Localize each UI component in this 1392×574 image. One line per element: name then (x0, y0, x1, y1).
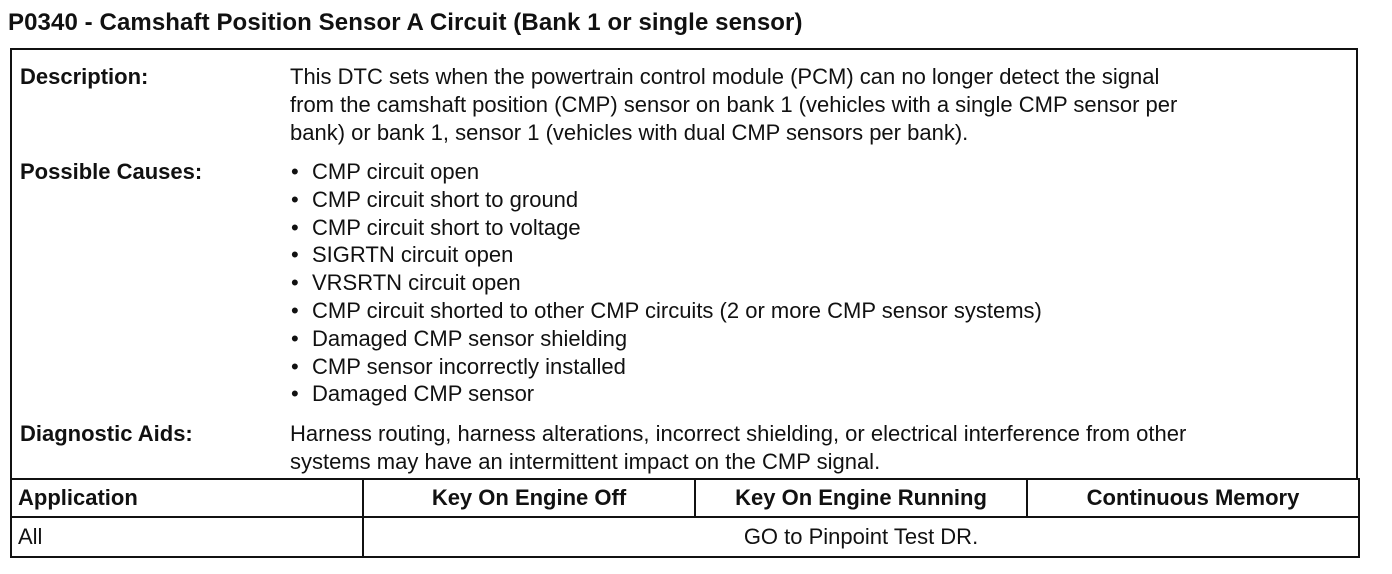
description-line: bank) or bank 1, sensor 1 (vehicles with dual CMP sensors per bank). (290, 120, 969, 145)
diagnostic-aids-line: Harness routing, harness alterations, incorrect shielding, or electrical interference from other (290, 421, 1187, 446)
cause-item: • CMP circuit open (290, 158, 1352, 186)
application-cell: All (11, 517, 363, 557)
application-table (10, 478, 1360, 558)
cause-item: • SIGRTN circuit open (290, 241, 1352, 269)
table-row (11, 517, 1359, 557)
cause-item: • CMP sensor incorrectly installed (290, 353, 1352, 381)
cause-item: • VRSRTN circuit open (290, 269, 1352, 297)
cause-item: • CMP circuit short to voltage (290, 214, 1352, 242)
description-label: Description: (20, 64, 149, 89)
description-line: from the camshaft position (CMP) sensor on bank 1 (vehicles with a single CMP sensor per (290, 92, 1178, 117)
cause-item: • CMP circuit short to ground (290, 186, 1352, 214)
pinpoint-test-cell: GO to Pinpoint Test DR. (363, 517, 1359, 557)
diagnostic-aids-text (290, 420, 1352, 476)
description-text (290, 63, 1352, 147)
diagnostic-aids-line: systems may have an intermittent impact on the CMP signal. (290, 449, 881, 474)
cause-item: • Damaged CMP sensor shielding (290, 325, 1352, 353)
dtc-info-box (10, 48, 1358, 480)
cause-item: • Damaged CMP sensor (290, 380, 1352, 408)
description-line: This DTC sets when the powertrain control module (PCM) can no longer detect the signal (290, 64, 1160, 89)
header-application: Application (11, 479, 363, 517)
page-title: P0340 - Camshaft Position Sensor A Circuit (Bank 1 or single sensor) (8, 9, 803, 36)
header-key-on-engine-off: Key On Engine Off (363, 479, 695, 517)
possible-causes-text (290, 158, 1352, 408)
header-key-on-engine-running: Key On Engine Running (695, 479, 1027, 517)
header-continuous-memory: Continuous Memory (1027, 479, 1359, 517)
cause-item: • CMP circuit shorted to other CMP circuits (2 or more CMP sensor systems) (290, 297, 1352, 325)
table-header-row (11, 479, 1359, 517)
possible-causes-label: Possible Causes: (20, 159, 203, 184)
possible-causes-list (290, 158, 1352, 408)
diagnostic-aids-label: Diagnostic Aids: (20, 421, 193, 446)
